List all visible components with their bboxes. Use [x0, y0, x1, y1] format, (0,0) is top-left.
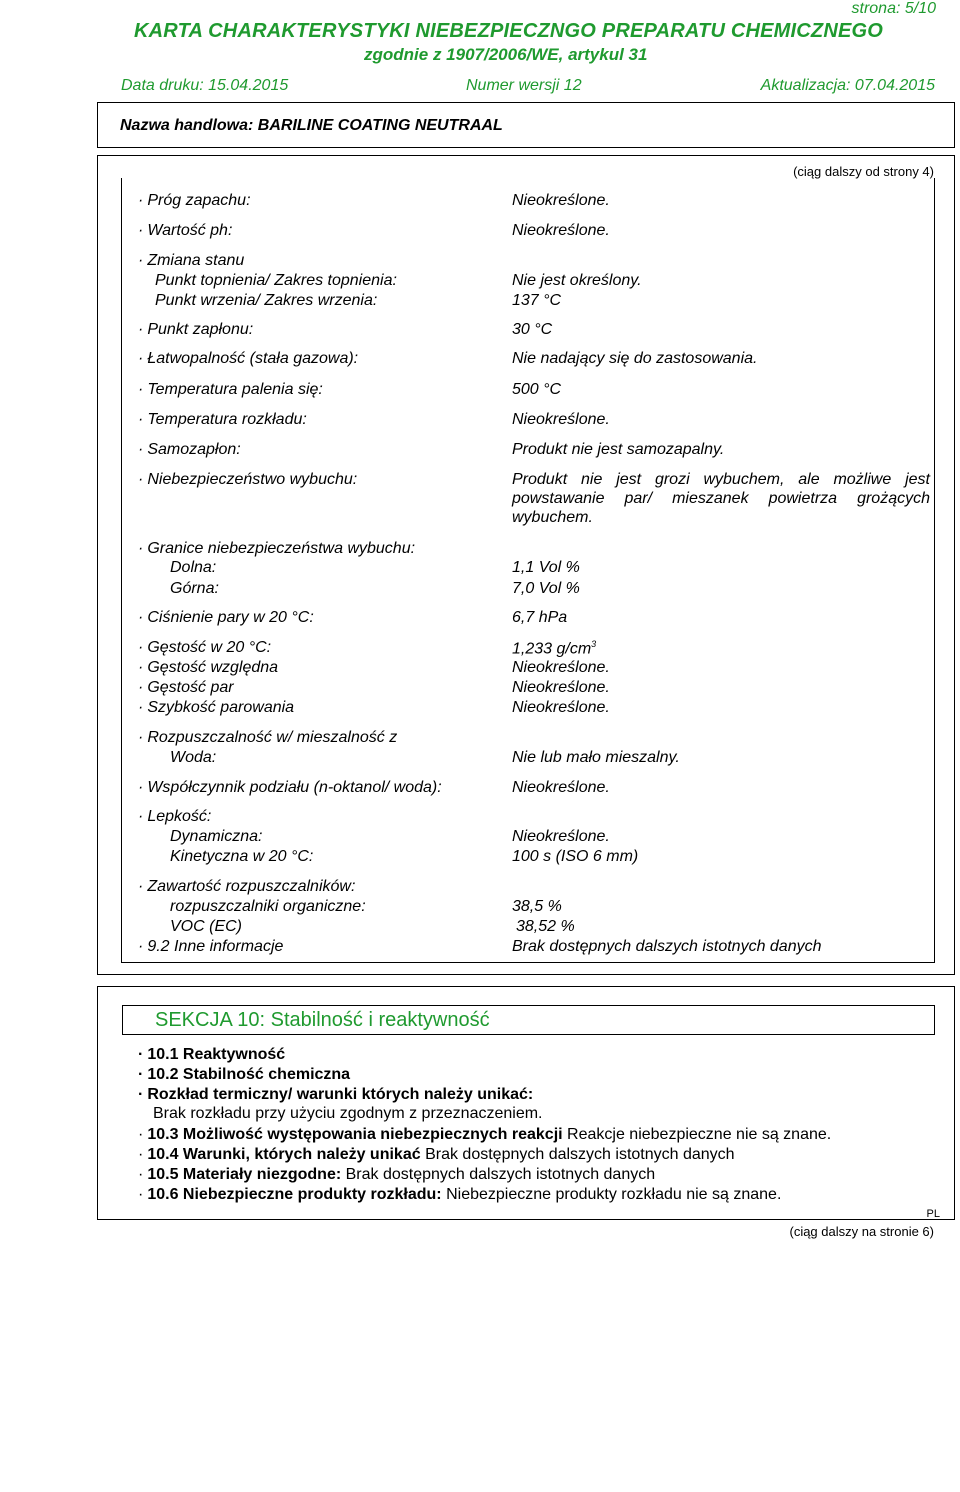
- hazardous-reactions: [138, 1126, 831, 1144]
- voc-value: 38,52 %: [516, 918, 575, 935]
- density-number: 1,233 g/cm: [512, 640, 592, 658]
- vapour-pressure-label: · Ciśnienie pary w 20 °C:: [138, 609, 314, 627]
- relative-density-label: · Gęstość względna: [138, 659, 278, 677]
- version-number: Numer wersji 12: [466, 77, 582, 94]
- stability-heading: · 10.2 Stabilność chemiczna: [138, 1066, 350, 1084]
- explosion-value-line1: Produkt nie jest grozi wybuchem, ale możliwe jest: [512, 471, 930, 488]
- document-subtitle: zgodnie z 1907/2006/WE, artykul 31: [364, 45, 648, 64]
- boiling-label: Punkt wrzenia/ Zakres wrzenia:: [155, 292, 378, 309]
- lower-limit-label: Dolna:: [170, 559, 217, 576]
- page-number: strona: 5/10: [851, 0, 936, 17]
- solvent-content-label: · Zawartość rozpuszczalników:: [138, 878, 355, 896]
- language-code: PL: [926, 1208, 940, 1220]
- self-ignition-value: Produkt nie jest samozapalny.: [512, 441, 725, 458]
- boiling-value: 137 °C: [512, 292, 562, 309]
- upper-limit-value: 7,0 Vol %: [512, 580, 580, 597]
- vapour-density-label: · Gęstość par: [138, 679, 234, 697]
- trade-name-box: [97, 102, 955, 148]
- decomposition-products: [138, 1186, 781, 1204]
- density-label: · Gęstość w 20 °C:: [138, 639, 271, 657]
- water-label: Woda:: [170, 749, 217, 766]
- hazardous-reactions-heading: 10.3 Możliwość występowania niebezpiecznych reakcji: [147, 1126, 563, 1143]
- ph-label: · Wartość ph:: [138, 222, 232, 240]
- flammability-label: · Łatwopalność (stała gazowa):: [138, 350, 358, 368]
- reactivity-heading: · 10.1 Reaktywność: [138, 1046, 285, 1064]
- partition-value: Nieokreślone.: [512, 779, 610, 796]
- update-date: Aktualizacja: 07.04.2015: [760, 77, 935, 94]
- organic-solvents-value: 38,5 %: [512, 898, 562, 915]
- flash-point-value: 30 °C: [512, 321, 553, 338]
- document-title: KARTA CHARAKTERYSTYKI NIEBEZPIECZNGO PREPARATU CHEMICZNEGO: [134, 20, 884, 42]
- continued-to: (ciąg dalszy na stronie 6): [789, 1224, 934, 1239]
- odour-threshold-value: Nieokreślone.: [512, 192, 610, 209]
- section10-title: SEKCJA 10: Stabilność i reaktywność: [155, 1009, 490, 1031]
- density-value: [512, 639, 596, 658]
- print-date: Data druku: 15.04.2015: [121, 77, 289, 94]
- continued-from: (ciąg dalszy od strony 4): [793, 164, 934, 179]
- other-info-label: · 9.2 Inne informacje: [138, 938, 283, 956]
- viscosity-label: · Lepkość:: [138, 808, 211, 826]
- incompatible-materials-heading: 10.5 Materiały niezgodne:: [147, 1166, 342, 1183]
- section10-title-box: [122, 1005, 935, 1035]
- hazardous-reactions-text: Reakcje niebezpieczne nie są znane.: [567, 1126, 832, 1143]
- flammability-value: Nie nadający się do zastosowania.: [512, 350, 758, 367]
- organic-solvents-label: rozpuszczalniki organiczne:: [170, 898, 366, 915]
- lower-limit-value: 1,1 Vol %: [512, 559, 580, 576]
- solubility-label: · Rozpuszczalność w/ mieszalność z: [138, 729, 397, 747]
- other-info-value: Brak dostępnych dalszych istotnych danych: [512, 938, 822, 955]
- melting-label: Punkt topnienia/ Zakres topnienia:: [155, 272, 397, 289]
- decomposition-temp-label: · Temperatura rozkładu:: [138, 411, 307, 429]
- partition-label: · Współczynnik podziału (n-oktanol/ woda):: [138, 779, 442, 797]
- flash-point-label: · Punkt zapłonu:: [138, 321, 253, 339]
- water-value: Nie lub mało mieszalny.: [512, 749, 680, 766]
- ph-value: Nieokreślone.: [512, 222, 610, 239]
- incompatible-materials: [138, 1166, 655, 1184]
- relative-density-value: Nieokreślone.: [512, 659, 610, 676]
- kinematic-viscosity-value: 100 s (ISO 6 mm): [512, 848, 639, 865]
- self-ignition-label: · Samozapłon:: [138, 441, 241, 459]
- explosion-value-line3: wybuchem.: [512, 509, 593, 526]
- voc-label: VOC (EC): [170, 918, 242, 935]
- dynamic-viscosity-value: Nieokreślone.: [512, 828, 610, 845]
- decomposition-products-text: Niebezpieczne produkty rozkładu nie są znane.: [446, 1186, 782, 1203]
- state-change-label: · Zmiana stanu: [138, 252, 244, 270]
- explosion-limits-label: · Granice niebezpieczeństwa wybuchu:: [138, 540, 415, 558]
- upper-limit-label: Górna:: [170, 580, 219, 597]
- vapour-density-value: Nieokreślone.: [512, 679, 610, 696]
- evaporation-rate-label: · Szybkość parowania: [138, 699, 294, 717]
- decomposition-text: Brak rozkładu przy użyciu zgodnym z przeznaczeniem.: [153, 1105, 543, 1122]
- conditions-to-avoid: [138, 1146, 735, 1164]
- odour-threshold-label: · Próg zapachu:: [138, 192, 251, 210]
- decomposition-heading: · Rozkład termiczny/ warunki których należy unikać:: [138, 1086, 533, 1104]
- ignition-temp-value: 500 °C: [512, 381, 562, 398]
- decomposition-temp-value: Nieokreślone.: [512, 411, 610, 428]
- conditions-to-avoid-heading: 10.4 Warunki, których należy unikać: [147, 1146, 421, 1163]
- density-exponent: 3: [591, 639, 597, 649]
- vapour-pressure-value: 6,7 hPa: [512, 609, 568, 626]
- trade-name: Nazwa handlowa: BARILINE COATING NEUTRAAL: [120, 117, 503, 134]
- evaporation-rate-value: Nieokreślone.: [512, 699, 610, 716]
- ignition-temp-label: · Temperatura palenia się:: [138, 381, 323, 399]
- explosion-value-line2: powstawanie par/ mieszanek powietrza grożących: [512, 490, 930, 507]
- decomposition-products-heading: 10.6 Niebezpieczne produkty rozkładu:: [147, 1186, 442, 1203]
- dynamic-viscosity-label: Dynamiczna:: [170, 828, 263, 845]
- incompatible-materials-text: Brak dostępnych dalszych istotnych danych: [345, 1166, 656, 1183]
- melting-value: Nie jest określony.: [512, 272, 642, 289]
- explosion-label: · Niebezpieczeństwo wybuchu:: [138, 471, 357, 489]
- kinematic-viscosity-label: Kinetyczna w 20 °C:: [170, 848, 314, 865]
- conditions-to-avoid-text: Brak dostępnych dalszych istotnych danych: [425, 1146, 735, 1163]
